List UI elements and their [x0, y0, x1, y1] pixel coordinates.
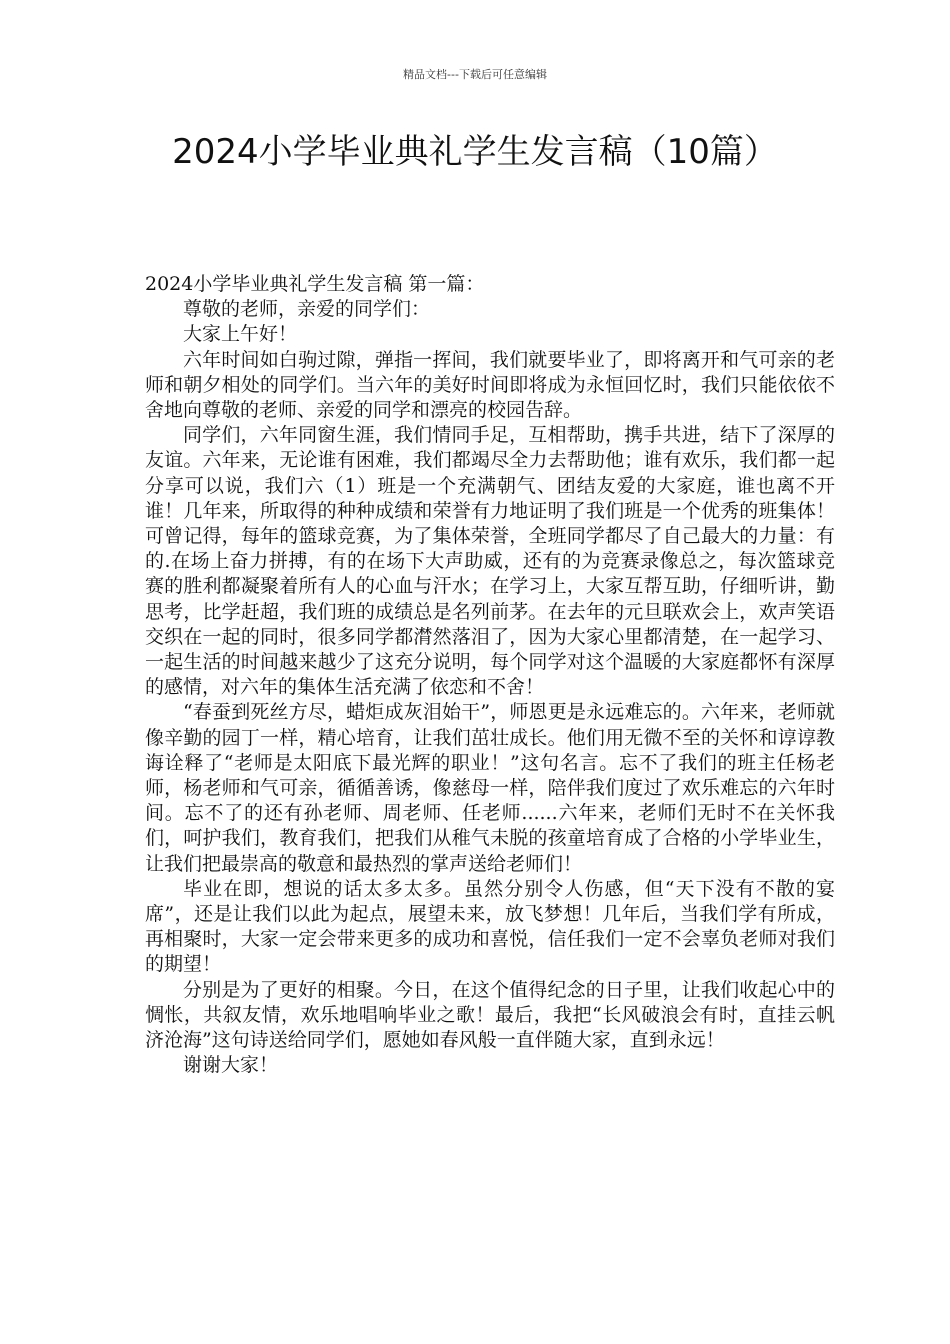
header-note: 精品文档---下载后可任意编辑: [403, 68, 547, 81]
paragraph: 毕业在即，想说的话太多太多。虽然分别令人伤感，但“天下没有不散的宴席”，还是让我们以此为起点，展望未来，放飞梦想！几年后，当我们学有所成，再相聚时，大家一定会带来更多的成功和喜悦，信任我们一定不会辜负老师对我们的期望！: [145, 877, 835, 976]
document-title: 2024小学毕业典礼学生发言稿（10篇）: [172, 132, 778, 172]
greeting-line: 尊敬的老师，亲爱的同学们：: [183, 298, 431, 321]
section-heading: 2024小学毕业典礼学生发言稿 第一篇：: [145, 273, 485, 295]
salutation-line: 大家上午好！: [183, 323, 298, 346]
paragraph: 六年时间如白驹过隙，弹指一挥间，我们就要毕业了，即将离开和气可亲的老师和朝夕相处的同学们。当六年的美好时间即将成为永恒回忆时，我们只能依依不舍地向尊敬的老师、亲爱的同学和漂亮的校园告辞。: [145, 348, 835, 422]
paragraph: “春蚕到死丝方尽，蜡炬成灰泪始干”，师恩更是永远难忘的。六年来，老师就像辛勤的园丁一样，精心培育，让我们茁壮成长。他们用无微不至的关怀和谆谆教诲诠释了“老师是太阳底下最光辉的职业！”这句名言。忘不了我们的班主任杨老师，杨老师和气可亲，循循善诱，像慈母一样，陪伴我们度过了欢乐难忘的六年时间。忘不了的还有孙老师、周老师、任老师......六年来，老师们无时不在关怀我们，呵护我们，教育我们，把我们从稚气未脱的孩童培育成了合格的小学毕业生，让我们把最崇高的敬意和最热烈的掌声送给老师们！: [145, 701, 835, 875]
closing-line: 谢谢大家！: [183, 1054, 279, 1077]
document-body: [145, 272, 835, 1079]
paragraph: 同学们，六年同窗生涯，我们情同手足，互相帮助，携手共进，结下了深厚的友谊。六年来，无论谁有困难，我们都竭尽全力去帮助他；谁有欢乐，我们都一起分享可以说，我们六（1）班是一个充满朝气、团结友爱的大家庭，谁也离不开谁！几年来，所取得的种种成绩和荣誉有力地证明了我们班是一个优秀的班集体！可曾记得，每年的篮球竞赛，为了集体荣誉，全班同学都尽了自己最大的力量：有的.在场上奋力拼搏，有的在场下大声助威，还有的为竞赛录像总之，每次篮球竞赛的胜利都凝聚着所有人的心血与汗水；在学习上，大家互帮互助，仔细听讲，勤思考，比学赶超，我们班的成绩总是名列前茅。在去年的元旦联欢会上，欢声笑语交织在一起的同时，很多同学都潸然落泪了，因为大家心里都清楚，在一起学习、一起生活的时间越来越少了这充分说明，每个同学对这个温暖的大家庭都怀有深厚的感情，对六年的集体生活充满了依恋和不舍！: [145, 424, 835, 699]
paragraph: 分别是为了更好的相聚。今日，在这个值得纪念的日子里，让我们收起心中的惆怅，共叙友情，欢乐地唱响毕业之歌！最后，我把“长风破浪会有时，直挂云帆济沧海”这句诗送给同学们，愿她如春风般一直伴随大家，直到永远！: [145, 978, 835, 1052]
